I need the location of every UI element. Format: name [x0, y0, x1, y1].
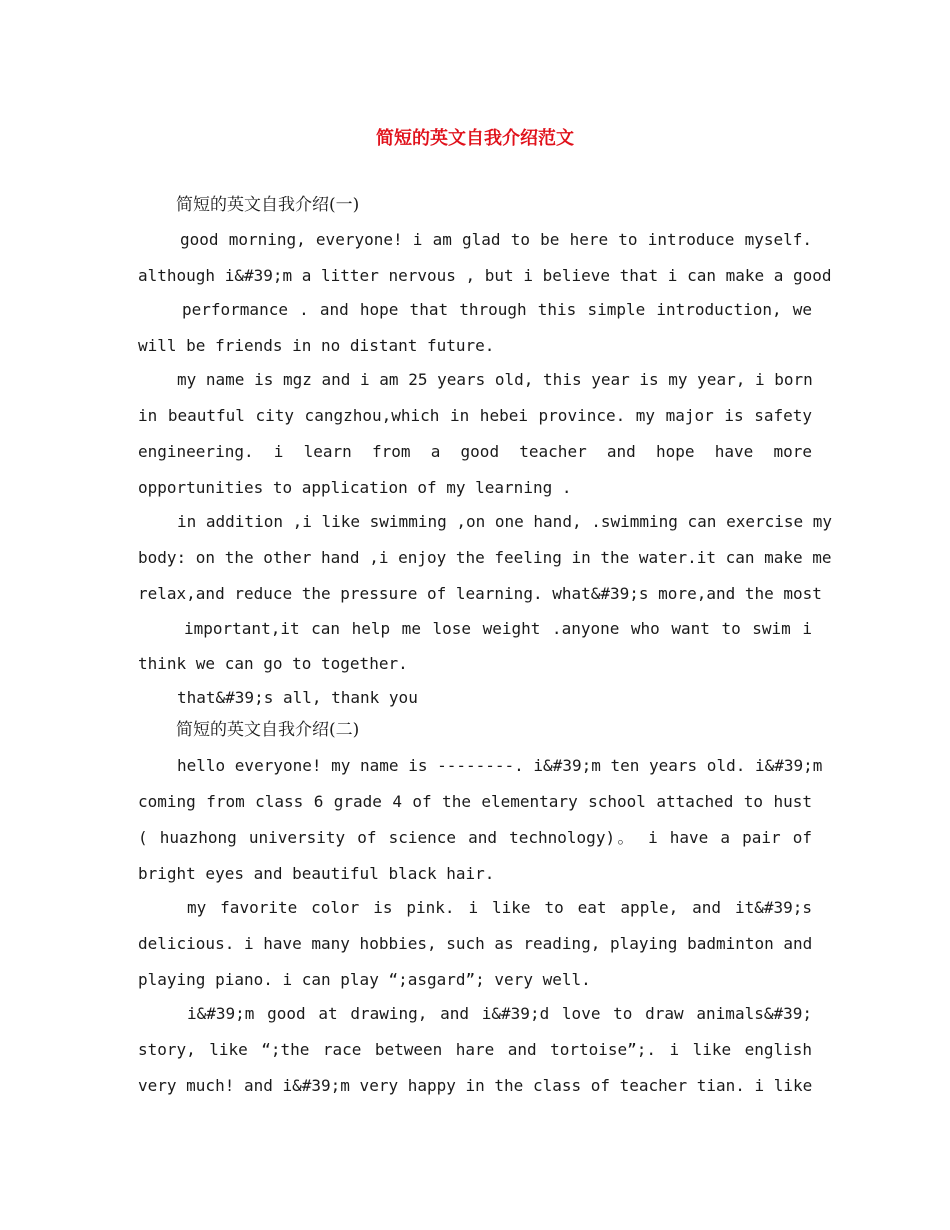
paragraph-line: although i&#39;m a litter nervous , but i believe that i can make a good — [138, 266, 832, 285]
paragraph-line: good morning, everyone! i am glad to be here to introduce myself. — [180, 230, 812, 249]
paragraph-line: my favorite color is pink. i like to eat apple, and it&#39;s — [187, 898, 812, 917]
paragraph-line: ( huazhong university of science and technology)。 i have a pair of — [138, 828, 812, 847]
paragraph-line: important,it can help me lose weight .anyone who want to swim i — [184, 619, 812, 638]
paragraph-line: playing piano. i can play “;asgard”; very well. — [138, 970, 591, 989]
paragraph-line: coming from class 6 grade 4 of the elementary school attached to hust — [138, 792, 812, 811]
paragraph-line: that&#39;s all, thank you — [177, 688, 418, 707]
paragraph-line: body: on the other hand ,i enjoy the feeling in the water.it can make me — [138, 548, 832, 567]
paragraph-line: in beautful city cangzhou,which in hebei province. my major is safety — [138, 406, 812, 425]
section-heading-1: 简短的英文自我介绍(一) — [176, 195, 360, 215]
paragraph-line: opportunities to application of my learning . — [138, 478, 572, 497]
paragraph-line: very much! and i&#39;m very happy in the class of teacher tian. i like — [138, 1076, 813, 1095]
paragraph-line: i&#39;m good at drawing, and i&#39;d love to draw animals&#39; — [187, 1004, 812, 1023]
paragraph-line: hello everyone! my name is --------. i&#39;m ten years old. i&#39;m — [177, 756, 823, 775]
paragraph-line: will be friends in no distant future. — [138, 336, 495, 355]
paragraph-line: bright eyes and beautiful black hair. — [138, 864, 495, 883]
paragraph-line: think we can go to together. — [138, 654, 408, 673]
paragraph-line: engineering. i learn from a good teacher and hope have more — [138, 442, 812, 461]
document-title: 简短的英文自我介绍范文 — [376, 128, 574, 149]
section-heading-2: 简短的英文自我介绍(二) — [176, 720, 360, 740]
paragraph-line: story, like “;the race between hare and tortoise”;. i like english — [138, 1040, 812, 1059]
paragraph-line: performance . and hope that through this simple introduction, we — [182, 300, 812, 319]
paragraph-line: relax,and reduce the pressure of learning. what&#39;s more,and the most — [138, 584, 822, 603]
paragraph-line: in addition ,i like swimming ,on one hand, .swimming can exercise my — [177, 512, 833, 531]
paragraph-line: delicious. i have many hobbies, such as reading, playing badminton and — [138, 934, 813, 953]
paragraph-line: my name is mgz and i am 25 years old, this year is my year, i born — [177, 370, 813, 389]
